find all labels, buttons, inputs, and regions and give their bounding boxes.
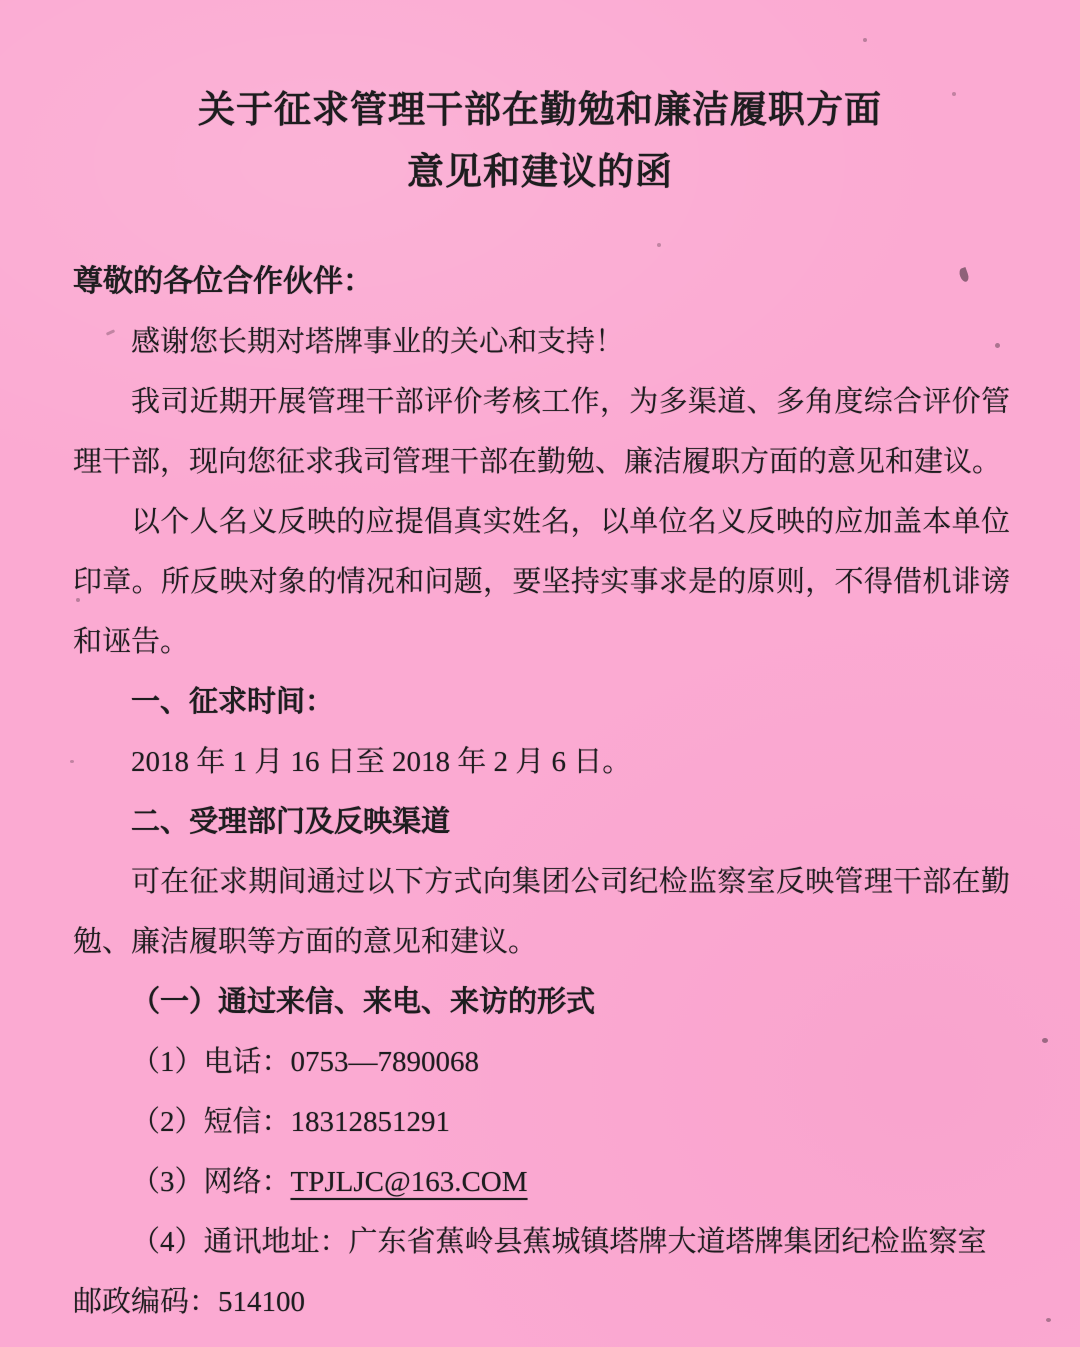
letter-body	[0, 252, 1080, 1332]
section-1-heading: 一、征求时间：	[131, 686, 335, 718]
section-2-intro: 可在征求期间通过以下方式向集团公司纪检监察室反映管理干部在勤勉、廉洁履职等方面的意见和建议。	[73, 866, 1010, 958]
title-line-2: 意见和建议的函	[407, 152, 673, 193]
salutation: 尊敬的各位合作伙伴：	[73, 265, 373, 298]
title-line-1: 关于征求管理干部在勤勉和廉洁履职方面	[198, 90, 882, 131]
channel-phone: （1）电话：0753—7890068	[131, 1046, 480, 1078]
email-address: TPJLJC@163.COM	[290, 1166, 528, 1198]
channel-sms: （2）短信：18312851291	[131, 1106, 451, 1138]
scan-speckle	[657, 243, 661, 247]
document-title	[0, 0, 1080, 204]
email-label: （3）网络：	[131, 1166, 291, 1198]
channel-email	[73, 1152, 1010, 1212]
paragraph-thanks: 感谢您长期对塔牌事业的关心和支持！	[131, 326, 625, 358]
section-2-heading: 二、受理部门及反映渠道	[131, 806, 451, 838]
section-1-period: 2018 年 1 月 16 日至 2018 年 2 月 6 日。	[131, 746, 632, 778]
channels-heading: （一）通过来信、来电、来访的形式	[131, 986, 596, 1018]
channel-mail-address: （4）通讯地址：广东省蕉岭县蕉城镇塔牌大道塔牌集团纪检监察室	[131, 1226, 987, 1258]
paragraph-purpose: 我司近期开展管理干部评价考核工作，为多渠道、多角度综合评价管理干部，现向您征求我司管理干部在勤勉、廉洁履职方面的意见和建议。	[73, 386, 1010, 478]
paragraph-rules: 以个人名义反映的应提倡真实姓名，以单位名义反映的应加盖本单位印章。所反映对象的情况和问题，要坚持实事求是的原则，不得借机诽谤和诬告。	[73, 506, 1010, 658]
postal-code: 邮政编码：514100	[73, 1286, 306, 1318]
